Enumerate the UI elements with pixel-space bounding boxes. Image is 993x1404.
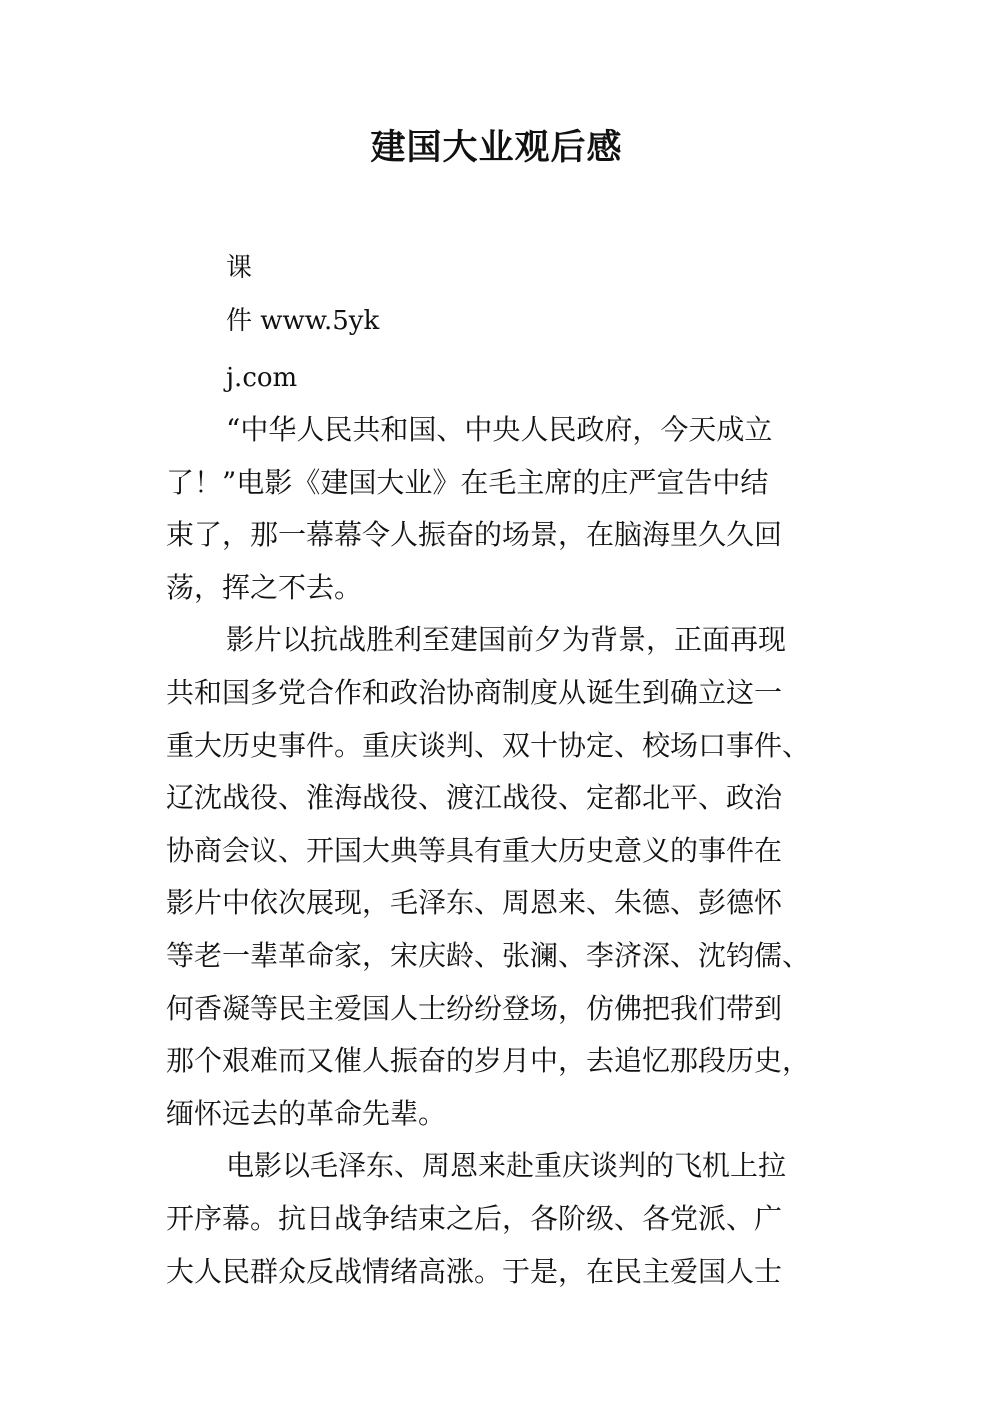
paragraph-line: 缅怀远去的革命先辈。: [166, 1096, 447, 1130]
paragraph-1: [166, 404, 838, 614]
paragraph-line: “中华人民共和国、中央人民政府，今天成立: [226, 413, 773, 446]
paragraph-line: 了！”电影《建国大业》在毛主席的庄严宣告中结: [166, 465, 769, 499]
paragraph-line: 重大历史事件。重庆谈判、双十协定、校场口事件、: [166, 728, 811, 762]
paragraph-line: 荡，挥之不去。: [166, 570, 363, 604]
document-title: 建国大业观后感: [370, 128, 623, 168]
paragraph-line: 协商会议、开国大典等具有重大历史意义的事件在: [166, 833, 783, 867]
paragraph-line: 电影以毛泽东、周恩来赴重庆谈判的飞机上拉: [226, 1149, 787, 1183]
paragraph-2: [166, 614, 838, 1140]
source-line-2: 件 www.5yk: [226, 306, 380, 336]
paragraph-line: 何香凝等民主爱国人士纷纷登场，仿佛把我们带到: [166, 991, 783, 1025]
paragraph-3: [166, 1140, 838, 1298]
paragraph-line: 那个艰难而又催人振奋的岁月中，去追忆那段历史，: [166, 1044, 811, 1078]
source-line-1: 课: [226, 253, 253, 283]
paragraph-line: 等老一辈革命家，宋庆龄、张澜、李济深、沈钧儒、: [166, 938, 811, 972]
paragraph-line: 辽沈战役、淮海战役、渡江战役、定都北平、政治: [166, 781, 783, 815]
paragraph-line: 开序幕。抗日战争结束之后，各阶级、各党派、广: [166, 1201, 783, 1235]
paragraph-line: 影片中依次展现，毛泽东、周恩来、朱德、彭德怀: [166, 886, 783, 920]
source-line-3: j.com: [226, 363, 298, 393]
paragraph-line: 大人民群众反战情绪高涨。于是，在民主爱国人士: [166, 1254, 783, 1288]
document-body: [166, 404, 838, 1298]
paragraph-line: 束了，那一幕幕令人振奋的场景，在脑海里久久回: [166, 518, 783, 552]
paragraph-line: 共和国多党合作和政治协商制度从诞生到确立这一: [166, 675, 783, 709]
paragraph-line: 影片以抗战胜利至建国前夕为背景，正面再现: [226, 623, 787, 657]
